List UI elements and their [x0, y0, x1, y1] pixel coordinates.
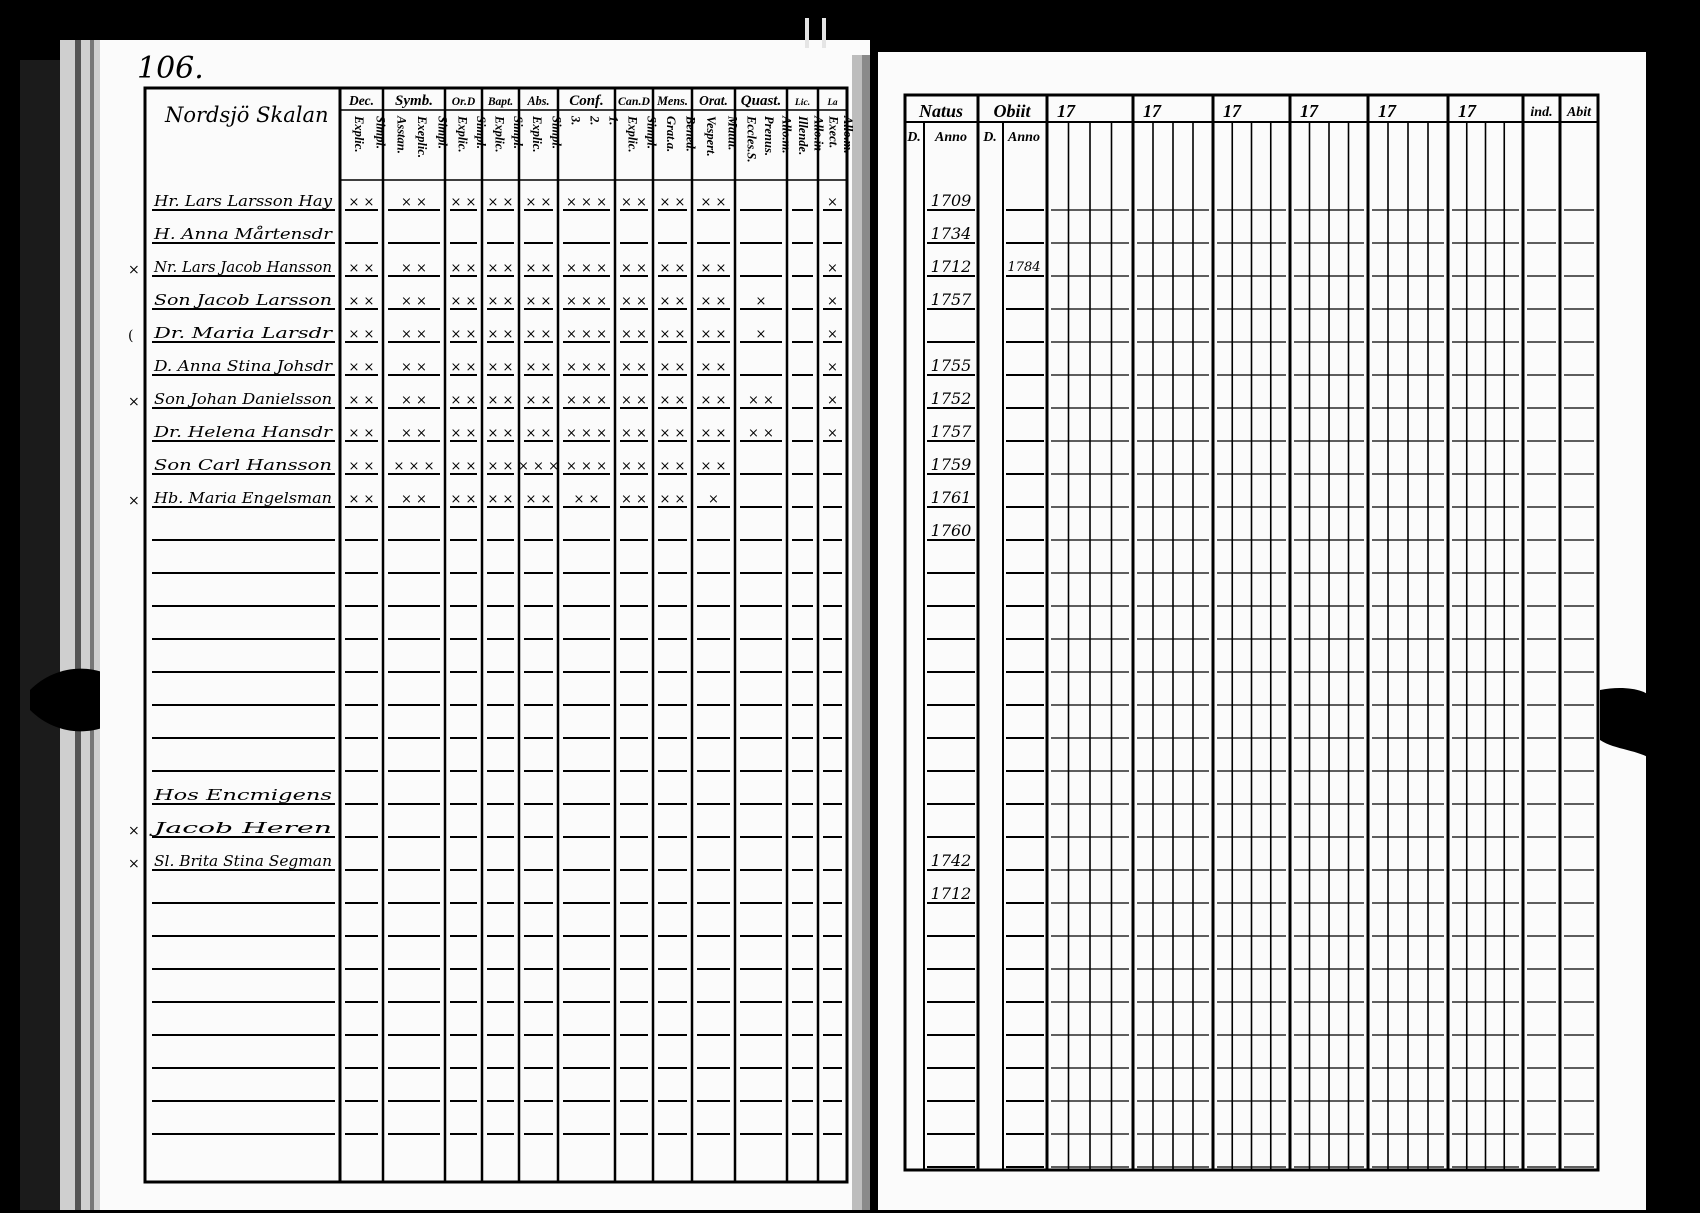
attendance-mark: × × — [487, 327, 514, 342]
attendance-mark: × × — [487, 426, 514, 441]
birth-year: 1712 — [930, 884, 972, 903]
attendance-mark: × × — [748, 393, 774, 408]
attendance-mark: × × — [659, 261, 686, 276]
page-number: 106. — [137, 51, 204, 86]
column-subheader: 1. — [606, 116, 621, 126]
attendance-mark: × × — [401, 426, 427, 441]
attendance-mark: × × — [348, 261, 375, 276]
column-subheader: Allo.in — [811, 116, 826, 152]
attendance-mark: × — [827, 294, 838, 309]
attendance-mark: × × — [401, 195, 427, 210]
natus-year-label: Anno — [935, 130, 967, 145]
attendance-mark: × × — [525, 393, 552, 408]
attendance-mark: × × × — [566, 327, 607, 342]
column-subheader: Explic. — [625, 116, 640, 153]
column-header: Dec. — [349, 93, 374, 108]
column-header: Quast. — [740, 93, 782, 109]
attendance-mark: × × — [621, 492, 647, 507]
obiit-header: Obiit — [993, 101, 1031, 121]
attendance-mark: × × — [621, 195, 647, 210]
attendance-mark: × × — [621, 360, 647, 375]
attendance-mark: × × — [487, 393, 514, 408]
entry-name: D. Anna Stina Johsdr — [152, 357, 333, 375]
attendance-mark: × × — [621, 327, 647, 342]
attendance-mark: × × — [401, 327, 427, 342]
column-header: Abs. — [527, 94, 550, 108]
attendance-mark: × × — [659, 327, 686, 342]
parish-title: Nordsjö Skalan — [165, 103, 329, 127]
attendance-mark: × × — [700, 459, 727, 474]
attendance-mark: × × — [348, 294, 375, 309]
attendance-mark: × × — [659, 195, 686, 210]
attendance-mark: × × — [450, 360, 477, 375]
column-subheader: Simpl. — [373, 116, 388, 149]
attendance-mark: × × × — [566, 195, 607, 210]
attendance-mark: × × — [450, 393, 477, 408]
column-subheader: Simpl. — [644, 116, 659, 149]
attendance-mark: × × — [450, 261, 477, 276]
birth-year: 1759 — [930, 455, 972, 474]
obiit-year-label: Anno — [1008, 130, 1040, 145]
attendance-mark: × × — [525, 294, 552, 309]
attendance-mark: × × — [450, 294, 477, 309]
attendance-mark: × × — [621, 294, 647, 309]
entry-name: Son Johan Danielsson — [154, 390, 332, 408]
attendance-mark: × × — [450, 426, 477, 441]
column-subheader: Matut. — [725, 116, 740, 151]
attendance-mark: × × — [401, 360, 427, 375]
column-subheader: Exect. — [826, 116, 841, 149]
year-header: 17 — [1458, 101, 1476, 121]
birth-year: 1742 — [930, 851, 972, 870]
column-header: La — [827, 97, 838, 107]
attendance-mark: × × — [348, 426, 375, 441]
entry-name: H. Anna Mårtensdr — [152, 225, 333, 243]
attendance-mark: × × — [450, 459, 477, 474]
attendance-mark: × × — [401, 294, 427, 309]
entry-name: Hb. Maria Engelsman — [152, 489, 332, 507]
attendance-mark: × × × — [566, 360, 607, 375]
attendance-mark: × — [827, 327, 838, 342]
attendance-mark: × × — [659, 492, 686, 507]
attendance-mark: × × — [621, 393, 647, 408]
death-year: 1784 — [1007, 260, 1041, 275]
column-header: Or.D — [451, 95, 476, 108]
column-header: Mens. — [657, 94, 688, 108]
attendance-mark: × × — [621, 459, 647, 474]
attendance-mark: × × × — [566, 459, 607, 474]
right-paper — [878, 52, 1646, 1210]
column-subheader: Explic. — [529, 116, 544, 153]
attendance-mark: × × — [659, 393, 686, 408]
attendance-mark: × — [827, 360, 838, 375]
entry-prefix: ( — [128, 328, 134, 344]
attendance-mark: × × — [401, 492, 427, 507]
attendance-mark: × × — [348, 492, 375, 507]
attendance-mark: × × — [348, 360, 375, 375]
attendance-mark: × × — [700, 360, 727, 375]
year-header: 17 — [1378, 101, 1396, 121]
column-subheader: Simpl. — [549, 116, 564, 149]
attendance-mark: × × — [700, 294, 727, 309]
extra-header: ind. — [1530, 105, 1553, 120]
column-header: Conf. — [569, 93, 604, 109]
column-subheader: Allo.m. — [840, 116, 855, 154]
attendance-mark: × × — [487, 294, 514, 309]
attendance-mark: × × × — [566, 294, 607, 309]
column-subheader: Eccles.S. — [744, 116, 759, 163]
year-header: 17 — [1300, 101, 1318, 121]
birth-year: 1757 — [930, 422, 972, 441]
birth-year: 1757 — [930, 290, 972, 309]
attendance-mark: × × — [700, 393, 727, 408]
attendance-mark: × × — [348, 195, 375, 210]
extra-header: Abit — [1566, 105, 1592, 120]
year-header: 17 — [1223, 101, 1241, 121]
column-subheader: Illende. — [795, 116, 810, 156]
entry-name: Son Jacob Larsson — [154, 291, 332, 309]
attendance-mark: × × — [659, 426, 686, 441]
column-subheader: Allo.m. — [779, 116, 794, 154]
attendance-mark: × × — [748, 426, 774, 441]
attendance-mark: × × — [450, 492, 477, 507]
column-subheader: 2. — [587, 116, 602, 126]
attendance-mark: × × — [621, 261, 647, 276]
entry-name: Dr. Helena Hansdr — [152, 423, 334, 441]
attendance-mark: × × — [487, 492, 514, 507]
attendance-mark: × × — [450, 327, 477, 342]
year-header: 17 — [1143, 101, 1161, 121]
entry-name: Son Carl Hansson — [154, 456, 332, 474]
birth-year: 1752 — [930, 389, 972, 408]
column-header: Bapt. — [487, 95, 514, 108]
column-subheader: Prenus. — [762, 116, 776, 156]
column-subheader: Explic. — [455, 116, 470, 153]
attendance-mark: × × — [525, 195, 552, 210]
birth-year: 1712 — [930, 257, 972, 276]
birth-year: 1734 — [930, 224, 972, 243]
column-header: Lic. — [794, 97, 811, 108]
column-subheader: 3. — [568, 116, 583, 126]
attendance-mark: × × — [450, 195, 477, 210]
attendance-mark: × × × — [566, 261, 607, 276]
entry-prefix: × — [128, 856, 140, 872]
column-subheader: Asstan. — [394, 116, 409, 154]
attendance-mark: × × × — [518, 459, 559, 474]
attendance-mark: × × — [487, 459, 514, 474]
attendance-mark: × × — [525, 492, 552, 507]
attendance-mark: × × — [525, 261, 552, 276]
attendance-mark: × × — [401, 393, 427, 408]
attendance-mark: × × — [525, 360, 552, 375]
column-subheader: Simpl. — [435, 116, 450, 149]
obiit-day-label: D. — [983, 130, 997, 145]
natus-header: Natus — [918, 101, 964, 121]
attendance-mark: × × — [525, 426, 552, 441]
entry-name: Dr. Maria Larsdr — [152, 324, 334, 342]
column-header: Symb. — [395, 93, 433, 109]
attendance-mark: × — [827, 195, 838, 210]
attendance-mark: × × — [487, 261, 514, 276]
column-subheader: Simpl. — [473, 116, 488, 149]
attendance-mark: × × — [700, 261, 727, 276]
attendance-mark: × × — [659, 360, 686, 375]
attendance-mark: × — [827, 393, 838, 408]
year-header: 17 — [1057, 101, 1075, 121]
attendance-mark: × × — [700, 327, 727, 342]
entry-prefix: × — [128, 262, 140, 278]
right-page — [878, 52, 1652, 1210]
birth-year: 1709 — [930, 191, 972, 210]
attendance-mark: × × — [573, 492, 600, 507]
column-subheader: Explic. — [492, 116, 507, 153]
column-subheader: Vespert. — [703, 116, 718, 157]
attendance-mark: × × — [401, 261, 427, 276]
entry-prefix: × — [128, 493, 140, 509]
column-subheader: Explic. — [351, 116, 366, 153]
attendance-mark: × — [827, 426, 838, 441]
attendance-mark: × × × — [393, 459, 435, 474]
entry-name: Nr. Lars Jacob Hansson — [153, 258, 332, 276]
attendance-mark: × × — [348, 393, 375, 408]
attendance-mark: × × × — [566, 393, 607, 408]
column-subheader: Exeplic. — [415, 116, 429, 159]
entry-name: Sl. Brita Stina Segman — [154, 852, 332, 870]
column-subheader: Grat.a. — [663, 116, 678, 153]
birth-year: 1761 — [930, 488, 972, 507]
attendance-mark: × × — [700, 426, 727, 441]
entry-name: Hos Encmigens — [152, 786, 333, 804]
entry-prefix: × — [128, 823, 140, 839]
attendance-mark: × × — [348, 327, 375, 342]
column-subheader: Simpl. — [510, 116, 525, 149]
entry-prefix: × — [128, 394, 140, 410]
entry-name: Jacob Heren — [148, 819, 332, 837]
attendance-mark: × × — [487, 195, 514, 210]
birth-year: 1755 — [930, 356, 972, 375]
attendance-mark: × × — [348, 459, 375, 474]
attendance-mark: × × — [487, 360, 514, 375]
attendance-mark: × × — [659, 294, 686, 309]
natus-day-label: D. — [907, 130, 921, 145]
column-header: Orat. — [699, 93, 728, 108]
attendance-mark: × × × — [566, 426, 607, 441]
attendance-mark: × × — [621, 426, 647, 441]
attendance-mark: × — [755, 327, 767, 342]
attendance-mark: × × — [525, 327, 552, 342]
birth-year: 1760 — [930, 521, 972, 540]
attendance-mark: × — [827, 261, 838, 276]
attendance-mark: × — [708, 492, 719, 507]
entry-name: Hr. Lars Larsson Hay — [152, 192, 333, 210]
column-subheader: Bened. — [683, 116, 698, 152]
attendance-mark: × × — [700, 195, 727, 210]
attendance-mark: × — [755, 294, 767, 309]
column-header: Can.D — [618, 94, 650, 108]
attendance-mark: × × — [659, 459, 686, 474]
